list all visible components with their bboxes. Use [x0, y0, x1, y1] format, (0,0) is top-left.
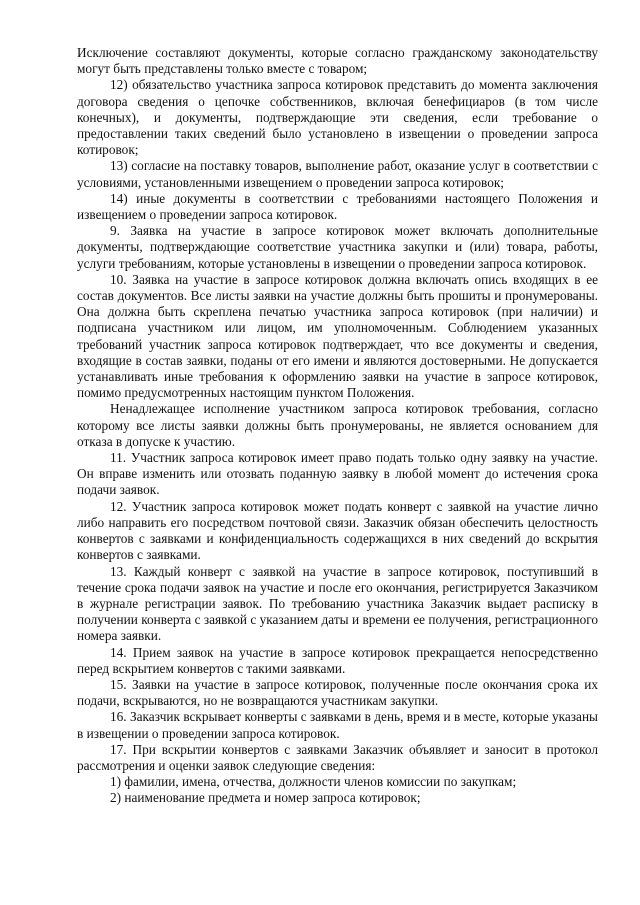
paragraph-item-13-consent: 13) согласие на поставку товаров, выполнение работ, оказание услуг в соответствии с условиями, установленными извещением о проведении запроса котировок;: [77, 158, 598, 190]
paragraph-clause-14: 14. Прием заявок на участие в запросе котировок прекращается непосредственно перед вскрытием конвертов с такими заявками.: [77, 644, 598, 676]
paragraph-clause-10: 10. Заявка на участие в запросе котировок должна включать опись входящих в ее состав документов. Все листы заявки на участие должны быть прошиты и пронумерованы. Она должна быть скреплена печатью участника запроса котировок (при наличии) и подписана участником или лицом, им уполномоченным. Соблюдением указанных требований участник запроса котировок подтверждает, что все документы и сведения, входящие в состав заявки, поданы от его имени и являются достоверными. Не допускается устанавливать иные требования к оформлению заявки на участие в запросе котировок, помимо предусмотренных настоящим пунктом Положения.: [77, 271, 598, 401]
paragraph-clause-9: 9. Заявка на участие в запросе котировок может включать дополнительные документы, подтверждающие соответствие участника закупки и (или) товара, работы, услуги требованиям, которые установлены в извещении о проведении запроса котировок.: [77, 223, 598, 271]
paragraph-clause-13: 13. Каждый конверт с заявкой на участие в запросе котировок, поступивший в течение срока подачи заявок на участие и после его окончания, регистрируется Заказчиком в журнале регистрации заявок. По требованию участника Заказчик выдает расписку в получении конверта с заявкой с указанием даты и времени ее получения, регистрационного номера заявки.: [77, 563, 598, 644]
paragraph-item-14-other-docs: 14) иные документы в соответствии с требованиями настоящего Положения и извещением о проведении запроса котировок.: [77, 190, 598, 223]
document-body: [77, 45, 598, 807]
paragraph-clause-16: 16. Заказчик вскрывает конверты с заявками в день, время и в месте, которые указаны в извещении о проведении запроса котировок.: [77, 709, 598, 741]
paragraph-item-12-ownership: 12) обязательство участника запроса котировок представить до момента заключения договора сведения о цепочке собственников, включая бенефициаров (в том числе конечных), и документы, подтверждающие эти сведения, если требование о предоставлении таких сведений было установлено в извещении о проведении запроса котировок;: [77, 77, 598, 158]
paragraph-clause-15: 15. Заявки на участие в запросе котировок, полученные после окончания срока их подачи, вскрываются, но не возвращаются участникам закупки.: [77, 676, 598, 709]
paragraph-clause-17-item-2: 2) наименование предмета и номер запроса котировок;: [110, 790, 421, 806]
paragraph-exception: Исключение составляют документы, которые согласно гражданскому законодательству могут быть представлены только вместе с товаром;: [77, 45, 598, 77]
paragraph-clause-17: 17. При вскрытии конвертов с заявками Заказчик объявляет и заносит в протокол рассмотрения и оценки заявок следующие сведения:: [77, 741, 598, 773]
paragraph-clause-12: 12. Участник запроса котировок может подать конверт с заявкой на участие лично либо направить его посредством почтовой связи. Заказчик обязан обеспечить целостность конвертов с заявками и конфиденциальность содержащихся в них сведений до вскрытия конвертов с заявками.: [77, 498, 598, 563]
paragraph-clause-17-item-1: 1) фамилии, имена, отчества, должности членов комиссии по закупкам;: [110, 774, 517, 790]
paragraph-clause-11: 11. Участник запроса котировок имеет право подать только одну заявку на участие. Он вправе изменить или отозвать поданную заявку в любой момент до истечения срока подачи заявок.: [77, 450, 598, 498]
paragraph-improper-execution: Ненадлежащее исполнение участником запроса котировок требования, согласно которому все листы заявки должны быть пронумерованы, не является основанием для отказа в допуске к участию.: [77, 401, 598, 449]
